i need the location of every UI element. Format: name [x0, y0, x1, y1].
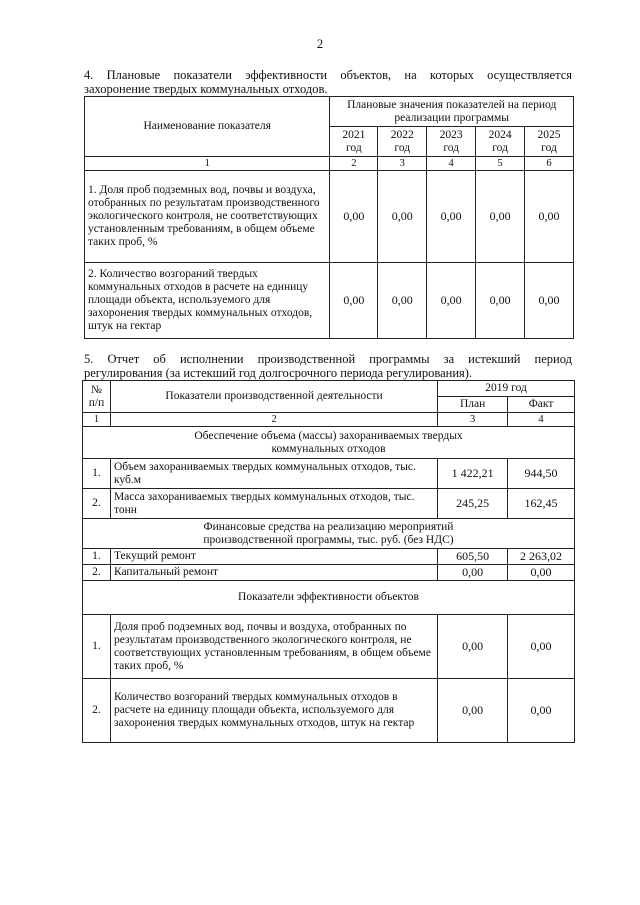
table-row: [83, 549, 575, 565]
value-cell: 0,00: [378, 171, 427, 263]
section-5-title-line2: регулирования (за истекший год долгосрочного периода регулирования).: [84, 366, 473, 380]
row-number: 2.: [83, 679, 111, 743]
fact-value: 0,00: [508, 679, 575, 743]
year-2023: 2023 год: [427, 127, 476, 157]
plan-value: 0,00: [438, 679, 508, 743]
value-cell: 0,00: [330, 171, 378, 263]
indicator-name: Количество возгораний твердых коммунальных отходов в расчете на единицу площади объекта, используемого для захоронения твердых коммунальных отходов, штук на гектар: [110, 679, 437, 743]
fact-value: 944,50: [508, 459, 575, 489]
plan-value: 0,00: [438, 615, 508, 679]
section-4-title: [84, 68, 572, 96]
col-number: 4: [508, 413, 575, 427]
indicator-name: Капитальный ремонт: [110, 565, 437, 581]
fact-value: 162,45: [508, 489, 575, 519]
col-number: 2: [330, 157, 378, 171]
row-number: 2.: [83, 565, 111, 581]
table-row: [85, 171, 574, 263]
value-cell: 0,00: [378, 263, 427, 339]
plan-value: 0,00: [438, 565, 508, 581]
col-number: 3: [438, 413, 508, 427]
group-title: Обеспечение объема (массы) захораниваемых твердых коммунальных отходов: [83, 427, 575, 459]
indicator-name: Доля проб подземных вод, почвы и воздуха, отобранных по результатам производственного экологического контроля, не соответствующих установленным требованиям, в общем объеме таких проб, %: [110, 615, 437, 679]
row-number: 1.: [83, 549, 111, 565]
col-number: 2: [110, 413, 437, 427]
indicator-name: Масса захораниваемых твердых коммунальных отходов, тыс. тонн: [110, 489, 437, 519]
value-cell: 0,00: [427, 263, 476, 339]
indicator-name: Объем захораниваемых твердых коммунальных отходов, тыс. куб.м: [110, 459, 437, 489]
plan-value: 605,50: [438, 549, 508, 565]
col-number: 3: [378, 157, 427, 171]
value-cell: 0,00: [476, 263, 525, 339]
section-5-title: [84, 352, 572, 380]
col-number: 4: [427, 157, 476, 171]
plan-value: 1 422,21: [438, 459, 508, 489]
header-indicator-name: Наименование показателя: [85, 97, 330, 157]
value-cell: 0,00: [525, 171, 574, 263]
table-row: [83, 489, 575, 519]
plan-value: 245,25: [438, 489, 508, 519]
table-row: [83, 565, 575, 581]
report-table: [82, 380, 575, 743]
group-title: Показатели эффективности объектов: [83, 581, 575, 615]
table-row: [83, 615, 575, 679]
row-number: 2.: [83, 489, 111, 519]
year-2021: 2021 год: [330, 127, 378, 157]
indicator-name: Текущий ремонт: [110, 549, 437, 565]
year-2022: 2022 год: [378, 127, 427, 157]
value-cell: 0,00: [427, 171, 476, 263]
value-cell: 0,00: [330, 263, 378, 339]
col-number: 1: [83, 413, 111, 427]
table-row: [85, 263, 574, 339]
fact-value: 0,00: [508, 565, 575, 581]
header-fact: Факт: [508, 397, 575, 413]
col-number: 6: [525, 157, 574, 171]
fact-value: 0,00: [508, 615, 575, 679]
col-number: 1: [85, 157, 330, 171]
table-row: [83, 459, 575, 489]
section-4-title-line2: захоронение твердых коммунальных отходов.: [84, 82, 328, 96]
group-title: Финансовые средства на реализацию мероприятий производственной программы, тыс. руб. (без НДС): [83, 519, 575, 549]
row-number: 1.: [83, 459, 111, 489]
indicator-name: 1. Доля проб подземных вод, почвы и воздуха, отобранных по результатам производственного экологического контроля, не соответствующих установленным требованиям, в общем объеме таких проб, %: [85, 171, 330, 263]
header-plan-values: Плановые значения показателей на период реализации программы: [330, 97, 574, 127]
plan-indicators-table: [84, 96, 574, 339]
fact-value: 2 263,02: [508, 549, 575, 565]
page-number: 2: [316, 36, 324, 51]
table-row: [83, 679, 575, 743]
year-2025: 2025 год: [525, 127, 574, 157]
indicator-name: 2. Количество возгораний твердых коммунальных отходов в расчете на единицу площади объекта, используемого для захоронения твердых коммунальных отходов, штук на гектар: [85, 263, 330, 339]
value-cell: 0,00: [525, 263, 574, 339]
section-4-title-line1: 4. Плановые показатели эффективности объектов, на которых осуществляется: [84, 68, 572, 82]
row-number: 1.: [83, 615, 111, 679]
header-activity-indicators: Показатели производственной деятельности: [110, 381, 437, 413]
col-number: 5: [476, 157, 525, 171]
header-plan: План: [438, 397, 508, 413]
header-year: 2019 год: [438, 381, 575, 397]
year-2024: 2024 год: [476, 127, 525, 157]
section-5-title-line1: 5. Отчет об исполнении производственной программы за истекший период: [84, 352, 572, 366]
value-cell: 0,00: [476, 171, 525, 263]
header-number: № п/п: [83, 381, 111, 413]
